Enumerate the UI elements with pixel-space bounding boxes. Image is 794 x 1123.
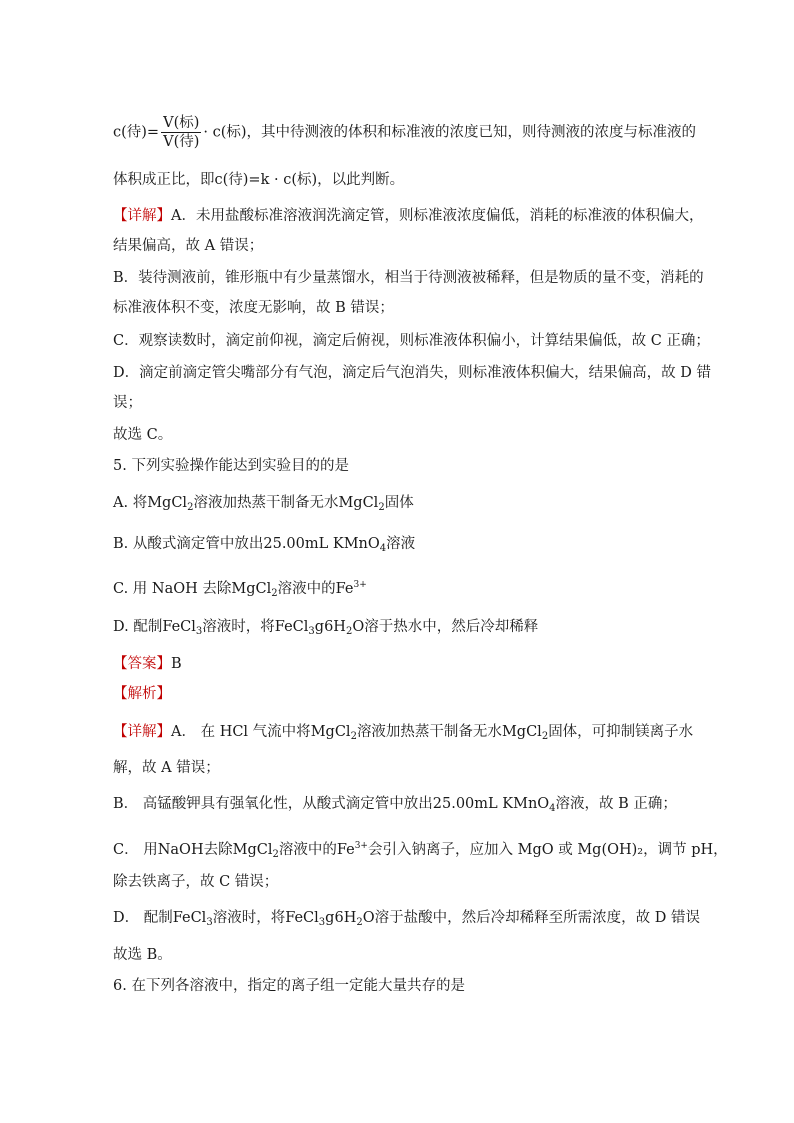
option-text: 溶液 [386,536,416,552]
q5-conclusion [113,945,172,965]
volume-fraction [161,114,201,151]
detail-text: B．装待测液前，锥形瓶中有少量蒸馏水，相当于待测液被稀释，但是物质的量不变，消耗的 [113,270,704,286]
q5-detail-d [113,908,700,933]
option-text: B. 从酸式滴定管中放出 [113,536,264,552]
detail-tag: 【详解】 [113,208,171,224]
q4-detail-b1 [113,268,704,288]
chem-formula: 6H [334,910,357,926]
hydrate-dot: g [325,910,335,926]
superscript: 3+ [354,841,368,851]
q5-option-c [113,575,367,604]
chem-formula: MgCl [338,495,379,511]
q4-detail-c1 [113,331,710,351]
answer-tag: 【答案】 [113,656,171,672]
answer-line [113,654,182,674]
chem-formula: FeCl [285,910,319,926]
subscript: 2 [272,849,279,860]
subscript: 3 [318,917,326,928]
option-text: 溶于热水中，然后冷却稀释 [364,619,539,635]
answer-value: B [171,656,182,672]
subscript: 2 [345,626,353,637]
q5-detail-a1 [113,722,693,747]
detail-text: B． 高锰酸钾具有强氧化性，从酸式滴定管中放出 [113,796,433,812]
subscript: 2 [378,502,385,513]
chem-formula: FeCl [274,619,309,635]
question-stem: 6. 在下列各溶液中，指定的离子组一定能大量共存的是 [113,978,465,994]
q5-option-d [113,617,538,642]
detail-text: 溶于盐酸中，然后冷却稀释至所需浓度，故 D 错误 [374,910,700,926]
subscript: 2 [356,917,363,928]
subscript: 2 [541,731,549,742]
option-text: A. 将 [113,495,148,511]
detail-text: 解，故 A 错误； [113,760,220,776]
question-stem: 5. 下列实验操作能达到实验目的的是 [113,458,349,474]
proportional-line [113,170,404,190]
q5-detail-a2 [113,758,220,778]
detail-text: 结果偏高，故 A 错误； [113,238,264,254]
detail-text: C．观察读数时，滴定前仰视，滴定后俯视，则标准液体积偏小，计算结果偏低，故 C 正确； [113,333,710,349]
subscript: 4 [379,543,387,554]
detail-tag: 【详解】 [113,724,171,740]
analysis-tag: 【解析】 [113,686,171,702]
hydrate-dot: g [314,619,325,635]
chem-formula: FeCl [162,619,196,635]
subscript: 2 [187,502,194,513]
detail-text: 标准液体积不变，浓度无影响，故 B 错误； [113,300,394,316]
q5-option-b [113,534,415,559]
detail-text: A． 在 HCl 气流中将 [171,724,311,740]
chem-formula: MgCl [147,495,188,511]
chem-formula: MgCl [231,581,272,597]
analysis-line [113,684,171,704]
detail-text: D．滴定前滴定管尖嘴部分有气泡，滴定后气泡消失，则标准液体积偏大，结果偏高，故 D 错 [113,365,711,381]
option-text: 溶液中的 [277,581,336,597]
q4-conclusion [113,425,172,445]
subscript: 2 [271,588,278,599]
chem-formula: 6H [324,619,346,635]
chem-formula: MgCl [310,724,351,740]
detail-text: 溶液时，将 [212,910,286,926]
superscript: 3+ [353,580,367,590]
chem-formula: O [362,910,375,926]
detail-text: 溶液中的 [278,842,337,858]
formula-rhs: · c(标) [203,124,247,141]
q5-stem [113,456,349,476]
subscript: 3 [206,917,213,928]
q4-detail-d2 [113,393,142,413]
q4-detail-b2 [113,298,394,318]
detail-text: 会引入钠离子，应加入 MgO 或 Mg(OH)₂，调节 pH， [367,842,728,858]
detail-text: 溶液加热蒸干制备无水 [356,724,502,740]
detail-text: 固体，可抑制镁离子水 [548,724,694,740]
option-text: 溶液时，将 [202,619,275,635]
subscript: 2 [350,731,357,742]
chem-formula: 25.00mL KMnO [432,796,550,812]
subscript: 3 [195,626,203,637]
chem-formula: MgCl [232,842,273,858]
proportional-text: 体积成正比，即c(待)=k · c(标)，以此判断。 [113,172,405,188]
chem-formula: MgCl [501,724,542,740]
q4-detail-a1 [113,206,703,226]
detail-text: A．未用盐酸标准溶液润洗滴定管，则标准液浓度偏低，消耗的标准液的体积偏大， [171,208,704,224]
formula-line [113,114,696,151]
q5-detail-b [113,794,677,819]
option-text: C. 用 NaOH 去除 [113,581,232,597]
conclusion-text: 故选 C。 [113,427,173,443]
option-text: D. 配制 [113,619,163,635]
chem-formula: O [352,619,365,635]
detail-text: D． 配制 [113,910,173,926]
q4-detail-d1 [113,363,711,383]
q6-stem [113,976,465,996]
subscript: 4 [549,803,556,814]
formula-lhs: c(待)= [113,124,160,141]
option-text: 固体 [384,495,414,511]
detail-text: 除去铁离子，故 C 错误； [113,874,279,890]
fraction-denominator: V(待) [163,134,200,150]
option-text: 溶液加热蒸干制备无水 [193,495,339,511]
detail-text: 去除 [203,842,233,858]
chem-formula: Fe [335,581,354,597]
q5-option-a [113,493,414,518]
conclusion-text: 故选 B。 [113,947,172,963]
detail-text: C． 用 [113,842,158,858]
q5-detail-c1 [113,836,728,865]
chem-formula: NaOH [157,842,204,858]
chem-formula: 25.00mL KMnO [263,536,380,552]
formula-tail: ，其中待测液的体积和标准液的浓度已知，则待测液的浓度与标准液的 [246,124,697,141]
chem-formula: Fe [336,842,355,858]
chem-formula: FeCl [172,910,207,926]
q4-detail-a2 [113,236,263,256]
q5-detail-c2 [113,872,278,892]
subscript: 3 [308,626,315,637]
fraction-numerator: V(标) [163,115,200,131]
detail-text: 误； [113,395,142,411]
detail-text: 溶液，故 B 正确； [555,796,677,812]
